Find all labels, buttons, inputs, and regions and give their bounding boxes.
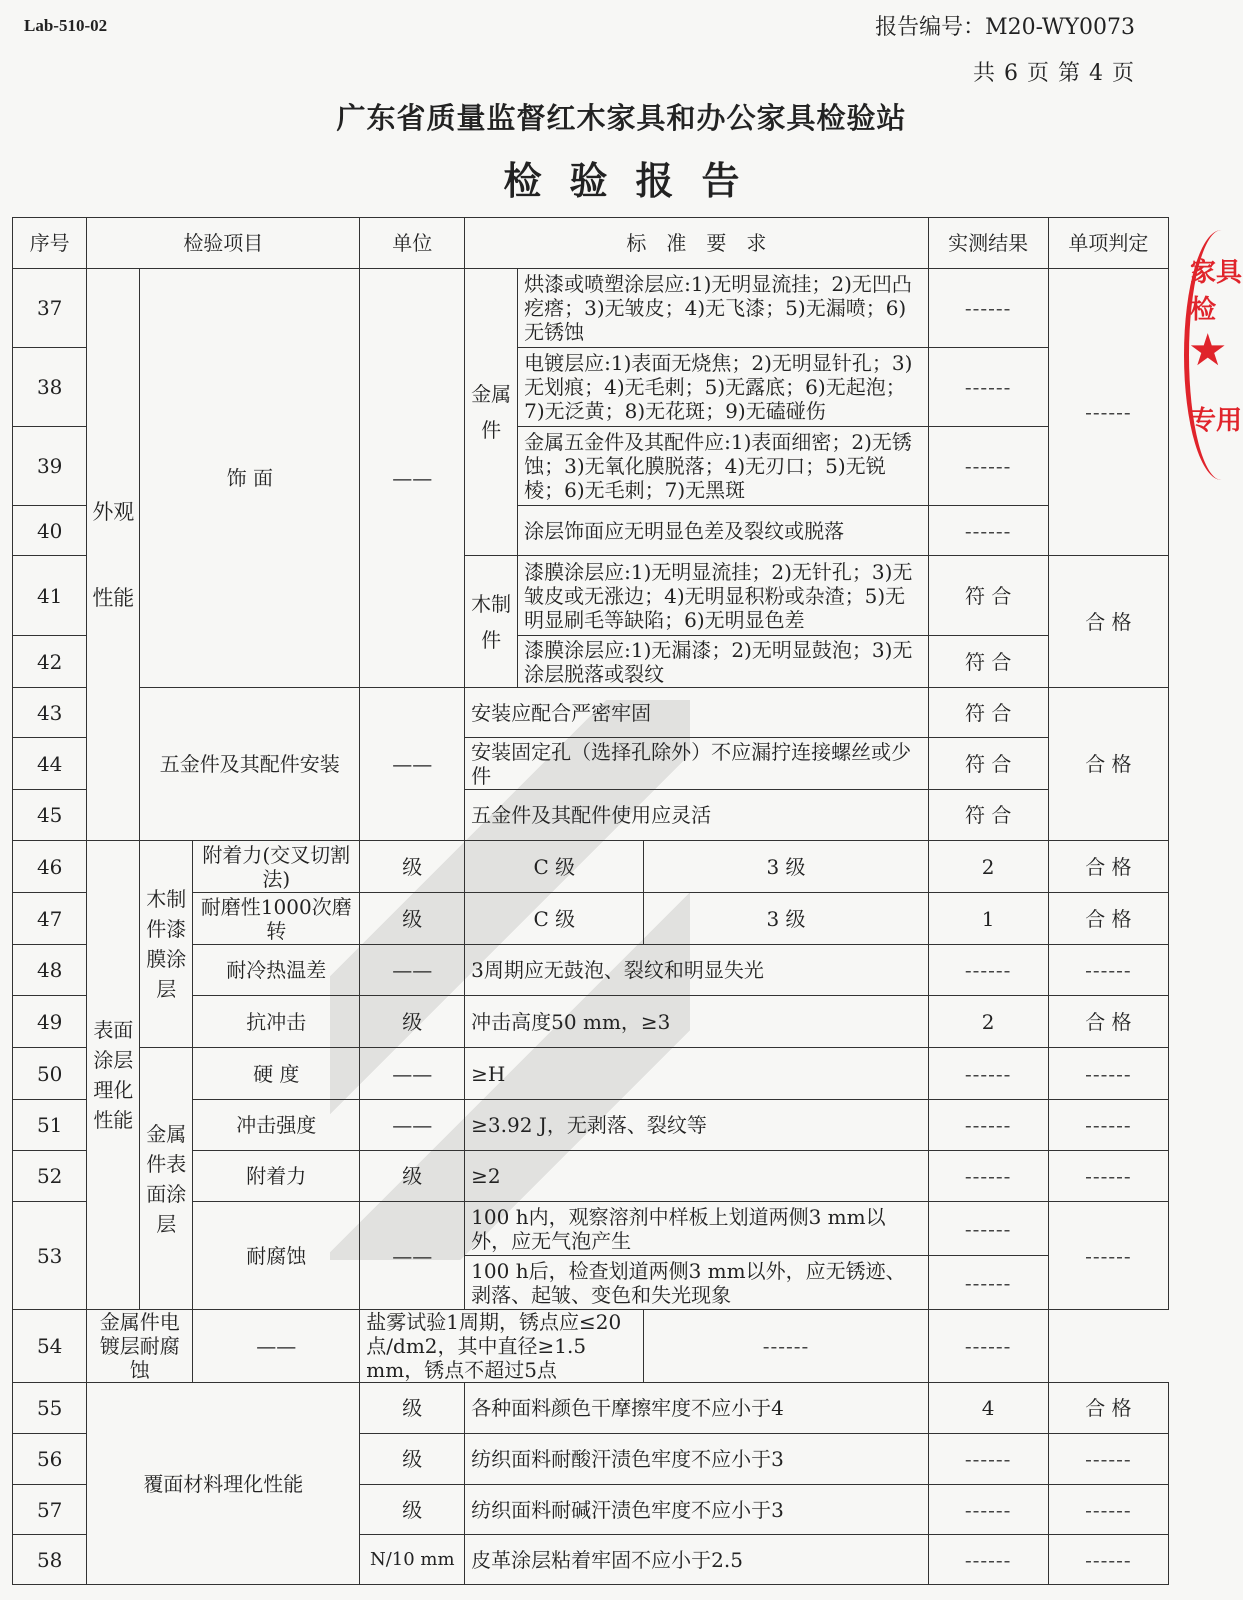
verdict-cell: ------ [1048, 1434, 1168, 1485]
col-header: 实测结果 [928, 218, 1048, 269]
requirement-cell: 3 级 [644, 841, 928, 893]
item-finish: 饰 面 [140, 269, 360, 688]
table-row [13, 841, 1169, 893]
result-cell: ------ [928, 945, 1048, 996]
row-number: 52 [13, 1151, 87, 1202]
result-cell: ------ [928, 348, 1048, 427]
report-title: 检验报告 [503, 159, 768, 203]
requirement-cell: 五金件及其配件使用应灵活 [465, 790, 928, 841]
row-number: 56 [13, 1434, 87, 1485]
row-number: 51 [13, 1100, 87, 1151]
col-header: 单位 [360, 218, 465, 269]
row-number: 48 [13, 945, 87, 996]
subgroup-metal: 金属件 [465, 269, 518, 556]
col-header: 标 准 要 求 [465, 218, 928, 269]
verdict-cell: 合 格 [1048, 841, 1168, 893]
row-number: 46 [13, 841, 87, 893]
unit-cell: 级 [360, 996, 465, 1048]
lab-code: Lab-510-02 [24, 16, 108, 35]
item-cell: 金属件电镀层耐腐蚀 [87, 1310, 193, 1383]
requirement-cell: 金属五金件及其配件应:1)表面细密；2)无锈蚀；3)无氧化膜脱落；4)无刃口；5)无锐棱；6)无毛刺；7)无黑斑 [518, 427, 928, 506]
requirement-cell: 3周期应无鼓泡、裂纹和明显失光 [465, 945, 928, 996]
requirement-cell: 电镀层应:1)表面无烧焦；2)无明显针孔；3)无划痕；4)无毛刺；5)无露底；6)无起泡；7)无泛黄；8)无花斑；9)无磕碰伤 [518, 348, 928, 427]
result-cell: ------ [928, 1100, 1048, 1151]
result-cell: ------ [928, 1485, 1048, 1535]
unit-cell: —— [360, 1100, 465, 1151]
requirement-cell: ≥3.92 J，无剥落、裂纹等 [465, 1100, 928, 1151]
verdict-cell: 合 格 [1048, 996, 1168, 1048]
requirement-cell: 漆膜涂层应:1)无明显流挂；2)无针孔；3)无皱皮或无涨边；4)无明显积粉或杂渣；5)无明显刷毛等缺陷；6)无明显色差 [518, 556, 928, 636]
organization-name: 广东省质量监督红木家具和办公家具检验站 [336, 101, 907, 135]
result-cell: 符 合 [928, 556, 1048, 636]
result-cell: 4 [928, 1383, 1048, 1434]
page-count: 共 6 页 第 4 页 [973, 61, 1135, 86]
item-cell: 附着力 [193, 1151, 360, 1202]
verdict-cell: 合 格 [1048, 893, 1168, 945]
verdict-cell: 合 格 [1048, 688, 1168, 841]
result-cell: ------ [928, 269, 1048, 348]
unit-cell: —— [360, 688, 465, 841]
seal-text-bottom: 专用 [1190, 406, 1243, 436]
requirement-cell: 各种面料颜色干摩擦牢度不应小于4 [465, 1383, 928, 1434]
result-cell: 符 合 [928, 790, 1048, 841]
row-number: 57 [13, 1485, 87, 1535]
row-number: 40 [13, 506, 87, 556]
table-row [13, 1048, 1169, 1100]
result-cell: ------ [928, 1151, 1048, 1202]
item-cell: 附着力(交叉切割法) [193, 841, 360, 893]
row-number: 54 [13, 1310, 87, 1383]
row-number: 45 [13, 790, 87, 841]
row-number: 44 [13, 738, 87, 790]
requirement-cell: 漆膜涂层应:1)无漏漆；2)无明显鼓泡；3)无涂层脱落或裂纹 [518, 636, 928, 688]
group-surface: 表面涂层理化性能 [87, 841, 140, 1310]
unit-cell: N/10 mm [360, 1535, 465, 1585]
result-cell: ------ [928, 1202, 1048, 1256]
item-cell: 耐磨性1000次磨转 [193, 893, 360, 945]
verdict-cell: ------ [1048, 269, 1168, 556]
requirement-cell: 安装应配合严密牢固 [465, 688, 928, 738]
requirement-cell: 烘漆或喷塑涂层应:1)无明显流挂；2)无凹凸疙瘩；3)无皱皮；4)无飞漆；5)无漏喷；6)无锈蚀 [518, 269, 928, 348]
table-row [13, 688, 1169, 738]
unit-cell: —— [360, 1202, 465, 1310]
verdict-cell: 合 格 [1048, 1383, 1168, 1434]
item-cell: 抗冲击 [193, 996, 360, 1048]
row-number: 42 [13, 636, 87, 688]
col-header: 检验项目 [87, 218, 360, 269]
requirement-cell: 皮革涂层粘着牢固不应小于2.5 [465, 1535, 928, 1585]
result-cell: ------ [928, 1535, 1048, 1585]
requirement-cell: 安装固定孔（选择孔除外）不应漏拧连接螺丝或少件 [465, 738, 928, 790]
requirement-cell: ≥2 [465, 1151, 928, 1202]
result-cell: ------ [928, 427, 1048, 506]
result-cell: ------ [928, 1434, 1048, 1485]
table-row [13, 269, 1169, 348]
unit-cell: 级 [360, 1485, 465, 1535]
report-number: 报告编号：M20-WY0073 [875, 15, 1135, 40]
requirement-cell: 3 级 [644, 893, 928, 945]
item-cell: 硬 度 [193, 1048, 360, 1100]
unit-cell: 级 [360, 893, 465, 945]
requirement-cell: 冲击高度50 mm，≥3 [465, 996, 928, 1048]
unit-cell: —— [360, 269, 465, 688]
item-cell: 耐腐蚀 [193, 1202, 360, 1310]
seal-star-icon: ★ [1188, 325, 1228, 376]
verdict-cell: 合 格 [1048, 556, 1168, 688]
verdict-cell: ------ [1048, 1048, 1168, 1100]
row-number: 38 [13, 348, 87, 427]
row-number: 41 [13, 556, 87, 636]
unit-cell: 级 [360, 1434, 465, 1485]
row-number: 58 [13, 1535, 87, 1585]
result-cell: ------ [644, 1310, 928, 1383]
unit-cell: —— [360, 945, 465, 996]
requirement-cell: 100 h后，检查划道两侧3 mm以外，应无锈迹、剥落、起皱、变色和失光现象 [465, 1256, 928, 1310]
table-header-row [13, 218, 1169, 269]
requirement-cell: ≥H [465, 1048, 928, 1100]
row-number: 55 [13, 1383, 87, 1434]
subgroup-metal-coating: 金属件表面涂层 [140, 1048, 193, 1310]
row-number: 53 [13, 1202, 87, 1310]
result-cell: 2 [928, 996, 1048, 1048]
row-number: 39 [13, 427, 87, 506]
requirement-cell: C 级 [465, 893, 644, 945]
item-hardware: 五金件及其配件安装 [140, 688, 360, 841]
verdict-cell: ------ [1048, 1535, 1168, 1585]
unit-cell: 级 [360, 841, 465, 893]
unit-cell: —— [193, 1310, 360, 1383]
requirement-cell: 涂层饰面应无明显色差及裂纹或脱落 [518, 506, 928, 556]
item-cell: 冲击强度 [193, 1100, 360, 1151]
requirement-cell: C 级 [465, 841, 644, 893]
result-cell: 1 [928, 893, 1048, 945]
requirement-cell: 纺织面料耐碱汗渍色牢度不应小于3 [465, 1485, 928, 1535]
requirement-cell: 盐雾试验1周期，锈点应≤20点/dm2，其中直径≥1.5 mm，锈点不超过5点 [360, 1310, 644, 1383]
unit-cell: —— [360, 1048, 465, 1100]
unit-cell: 级 [360, 1383, 465, 1434]
col-header: 单项判定 [1048, 218, 1168, 269]
item-cover-material: 覆面材料理化性能 [87, 1383, 360, 1585]
subgroup-wood: 木制件 [465, 556, 518, 688]
row-number: 49 [13, 996, 87, 1048]
row-number: 43 [13, 688, 87, 738]
verdict-cell: ------ [928, 1310, 1048, 1383]
verdict-cell: ------ [1048, 1202, 1168, 1310]
verdict-cell: ------ [1048, 1151, 1168, 1202]
inspection-table [12, 217, 1169, 1585]
verdict-cell: ------ [1048, 1485, 1168, 1535]
result-cell: ------ [928, 1256, 1048, 1310]
result-cell: 2 [928, 841, 1048, 893]
requirement-cell: 100 h内，观察溶剂中样板上划道两侧3 mm以外，应无气泡产生 [465, 1202, 928, 1256]
requirement-cell: 纺织面料耐酸汗渍色牢度不应小于3 [465, 1434, 928, 1485]
subgroup-wood-coating: 木制件漆膜涂层 [140, 841, 193, 1048]
result-cell: ------ [928, 1048, 1048, 1100]
table-row [13, 1383, 1169, 1434]
result-cell: 符 合 [928, 688, 1048, 738]
table-row [13, 1310, 1169, 1383]
row-number: 50 [13, 1048, 87, 1100]
col-header: 序号 [13, 218, 87, 269]
verdict-cell: ------ [1048, 945, 1168, 996]
row-number: 37 [13, 269, 87, 348]
group-appearance: 外观性能 [87, 269, 140, 841]
result-cell: 符 合 [928, 636, 1048, 688]
row-number: 47 [13, 893, 87, 945]
verdict-cell: ------ [1048, 1100, 1168, 1151]
seal-text-top: 家具检 [1190, 258, 1243, 325]
result-cell: 符 合 [928, 738, 1048, 790]
item-cell: 耐冷热温差 [193, 945, 360, 996]
result-cell: ------ [928, 506, 1048, 556]
unit-cell: 级 [360, 1151, 465, 1202]
